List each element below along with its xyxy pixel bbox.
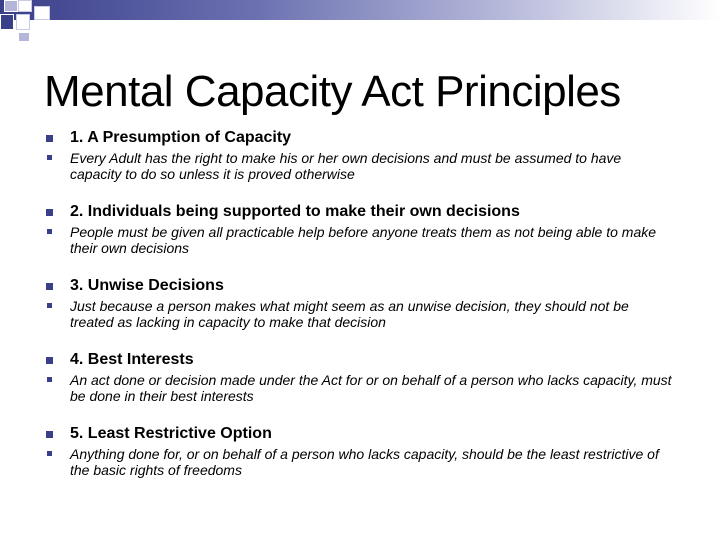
- principle-heading-text: 1. A Presumption of Capacity: [70, 129, 292, 146]
- principle-heading-text: 3. Unwise Decisions: [70, 277, 224, 294]
- square-bullet-icon: [47, 229, 52, 234]
- principle-detail-text: Every Adult has the right to make his or her own decisions and must be assumed to have capacity to do so unless it is proved otherwise: [70, 150, 622, 182]
- decor-square: [0, 14, 14, 30]
- principle-heading-text: 2. Individuals being supported to make their own decisions: [70, 203, 520, 220]
- principle-detail: [46, 372, 676, 404]
- square-bullet-icon: [47, 451, 52, 456]
- principle-heading-text: 4. Best Interests: [70, 351, 194, 368]
- principle-heading: [46, 202, 676, 222]
- principles-list: [46, 128, 676, 498]
- square-bullet-icon: [46, 357, 53, 364]
- decor-square: [4, 0, 18, 12]
- principle-item: [46, 350, 676, 404]
- square-bullet-icon: [46, 209, 53, 216]
- principle-heading: [46, 128, 676, 148]
- principle-detail-text: People must be given all practicable help before anyone treats them as not being able to make their own decisions: [70, 224, 657, 256]
- principle-item: [46, 128, 676, 182]
- principle-detail: [46, 446, 676, 478]
- square-bullet-icon: [47, 303, 52, 308]
- principle-heading: [46, 350, 676, 370]
- decor-square: [34, 6, 50, 20]
- principle-heading: [46, 424, 676, 444]
- principle-detail: [46, 224, 676, 256]
- square-bullet-icon: [46, 135, 53, 142]
- decor-square: [16, 14, 30, 30]
- principle-item: [46, 424, 676, 478]
- square-bullet-icon: [47, 155, 52, 160]
- principle-heading: [46, 276, 676, 296]
- principle-item: [46, 202, 676, 256]
- principle-detail-text: An act done or decision made under the Act for or on behalf of a person who lacks capacity, must be done in their best interests: [70, 372, 672, 404]
- principle-detail-text: Just because a person makes what might seem as an unwise decision, they should not be treated as lacking in capacity to make that decision: [70, 298, 629, 330]
- principle-detail: [46, 298, 676, 330]
- principle-detail: [46, 150, 676, 182]
- decor-square: [18, 0, 32, 12]
- principle-heading-text: 5. Least Restrictive Option: [70, 425, 272, 442]
- square-bullet-icon: [46, 283, 53, 290]
- decor-square: [18, 32, 30, 42]
- square-bullet-icon: [47, 377, 52, 382]
- principle-item: [46, 276, 676, 330]
- slide-title: Mental Capacity Act Principles: [44, 67, 621, 116]
- principle-detail-text: Anything done for, or on behalf of a person who lacks capacity, should be the least restrictive of the basic rights of freedoms: [70, 446, 659, 478]
- header-gradient-band: [0, 0, 720, 20]
- square-bullet-icon: [46, 431, 53, 438]
